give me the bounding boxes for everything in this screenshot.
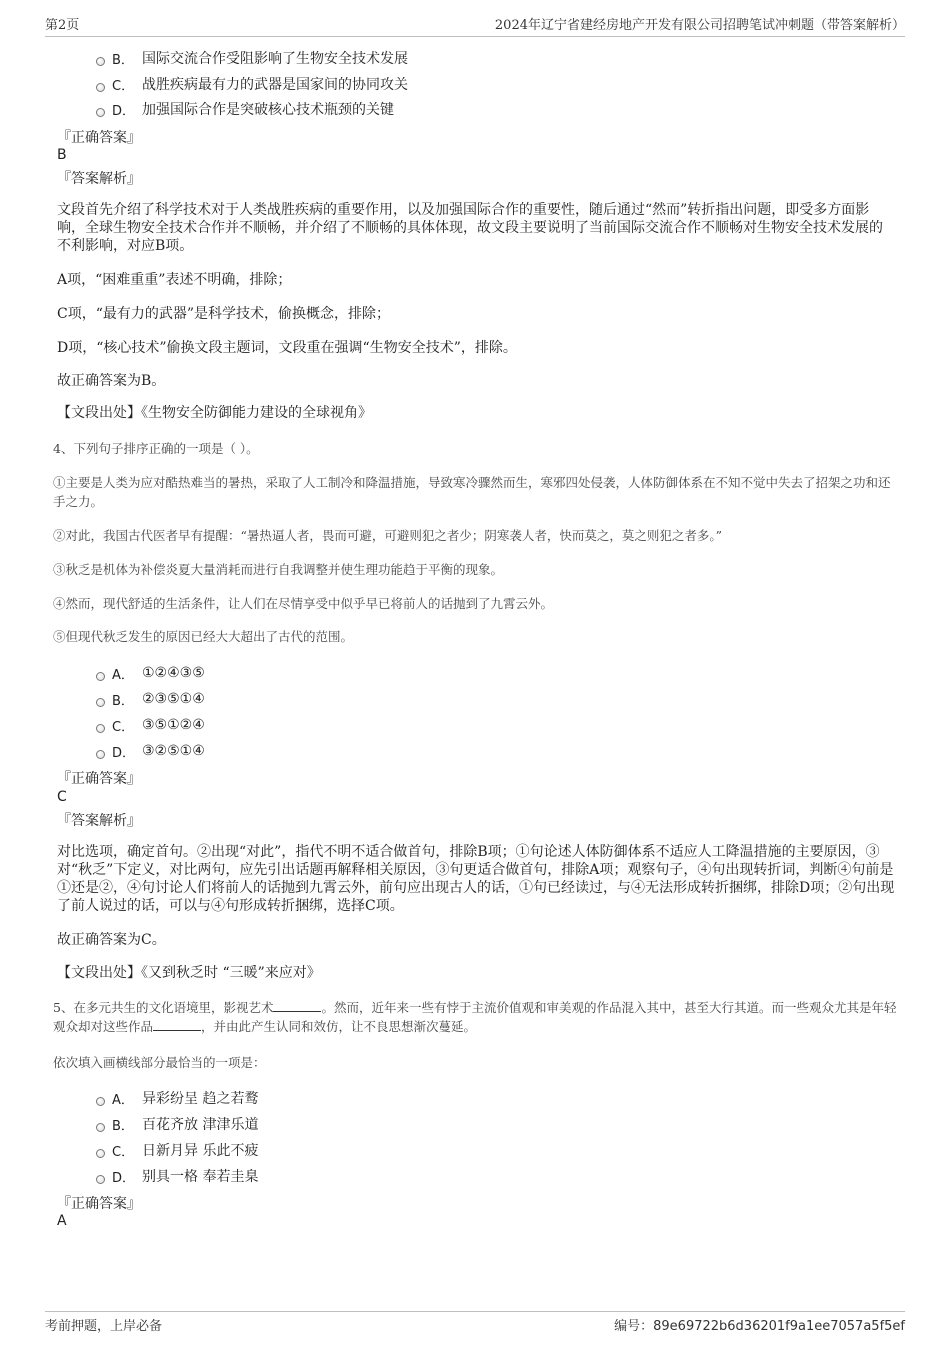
q4-option-a[interactable]: A． ①②④③⑤ <box>96 663 205 683</box>
option-text: 国际交流合作受阻影响了生物安全技术发展 <box>142 51 408 67</box>
fill-blank <box>153 1018 201 1031</box>
analysis-note-d: D项，“核心技术”偷换文段主题词，文段重在强调“生物安全技术”，排除。 <box>57 340 517 356</box>
source-citation: 【文段出处】《又到秋乏时 “三暖”来应对》 <box>57 965 321 981</box>
footer-slogan: 考前押题，上岸必备 <box>45 1319 163 1334</box>
sentence-4: ④然而，现代舒适的生活条件，让人们在尽情享受中似乎早已将前人的话抛到了九霄云外。 <box>53 596 554 611</box>
q3-option-b[interactable]: B． 国际交流合作受阻影响了生物安全技术发展 <box>96 48 408 68</box>
analysis-conclusion: 故正确答案为B。 <box>57 373 166 389</box>
answer-value: B <box>57 147 67 163</box>
source-citation: 【文段出处】《生物安全防御能力建设的全球视角》 <box>57 405 372 421</box>
option-text: ③②⑤①④ <box>142 743 205 759</box>
sentence-1: ①主要是人类为应对酷热难当的暑热，采取了人工制冷和降温措施，导致寒冷骤然而生，寒邪四处侵袭，人体防御体系在不知不觉中失去了招架之功和还手之力。 <box>53 475 891 509</box>
answer-value: A <box>57 1213 67 1229</box>
option-text: 加强国际合作是突破核心技术瓶颈的关键 <box>142 102 394 118</box>
page-header <box>45 14 905 37</box>
radio-icon[interactable] <box>96 1097 105 1106</box>
option-text: 别具一格 奉若圭臬 <box>142 1169 259 1185</box>
analysis-conclusion: 故正确答案为C。 <box>57 932 166 948</box>
option-text: 百花齐放 津津乐道 <box>142 1117 259 1133</box>
radio-icon[interactable] <box>96 1175 105 1184</box>
answer-label: 『正确答案』 <box>57 771 141 787</box>
sentence-5: ⑤但现代秋乏发生的原因已经大大超出了古代的范围。 <box>53 629 354 644</box>
question-prompt: 依次填入画横线部分最恰当的一项是： <box>53 1055 266 1070</box>
radio-icon[interactable] <box>96 750 105 759</box>
radio-icon[interactable] <box>96 724 105 733</box>
page-number: 第2页 <box>45 18 80 33</box>
radio-icon[interactable] <box>96 57 105 66</box>
q4-option-d[interactable]: D． ③②⑤①④ <box>96 741 205 761</box>
document-title: 2024年辽宁省建经房地产开发有限公司招聘笔试冲刺题（带答案解析） <box>494 18 905 33</box>
analysis-text: 对比选项，确定首句。②出现“对此”，指代不明不适合做首句，排除B项；①句论述人体防御体系不适应人工降温措施的主要原因，③对“秋乏”下定义，对比两句，应先引出话题再解释相关原因，③句更适合做首句，排除A项；观察句子，④句出现转折词，判断④句前是①还是②，④句讨论人们将前人的话抛到九霄云外，前句应出现古人的话，①句已经读过，与④无法形成转折捆绑，排除D项；②句出现了前人说过的话，可以与④句形成转折捆绑，选择C项。 <box>57 844 895 914</box>
sentence-3: ③秋乏是机体为补偿炎夏大量消耗而进行自我调整并使生理功能趋于平衡的现象。 <box>53 562 504 577</box>
radio-icon[interactable] <box>96 672 105 681</box>
q3-option-d[interactable]: D． 加强国际合作是突破核心技术瓶颈的关键 <box>96 99 394 119</box>
radio-icon[interactable] <box>96 1149 105 1158</box>
radio-icon[interactable] <box>96 108 105 117</box>
q5-option-b[interactable]: B． 百花齐放 津津乐道 <box>96 1114 258 1134</box>
question-stem: 5、在多元共生的文化语境里，影视艺术 。然而，近年来一些有悖于主流价值观和审美观的作品混入其中，甚至大行其道。而一些观众尤其是年轻观众却对这些作品 ，并由此产生认同和效仿，让不良思想渐次蔓延。 <box>53 1000 897 1034</box>
q5-option-a[interactable]: A． 异彩纷呈 趋之若鹜 <box>96 1088 258 1108</box>
option-text: ①②④③⑤ <box>142 665 205 681</box>
answer-label: 『正确答案』 <box>57 130 141 146</box>
document-code: 编号：89e69722b6d36201f9a1ee7057a5f5ef <box>614 1319 905 1334</box>
q3-option-c[interactable]: C． 战胜疾病最有力的武器是国家间的协同攻关 <box>96 74 408 94</box>
option-text: 异彩纷呈 趋之若鹜 <box>142 1091 259 1107</box>
page-footer <box>45 1311 905 1334</box>
sentence-2: ②对此，我国古代医者早有提醒：“暑热逼人者，畏而可避，可避则犯之者少；阴寒袭人者，快而莫之，莫之则犯之者多。” <box>53 528 723 543</box>
radio-icon[interactable] <box>96 698 105 707</box>
q4-option-b[interactable]: B． ②③⑤①④ <box>96 689 205 709</box>
analysis-note-a: A项，“困难重重”表述不明确，排除； <box>57 272 292 288</box>
analysis-label: 『答案解析』 <box>57 171 141 187</box>
q4-option-c[interactable]: C． ③⑤①②④ <box>96 715 205 735</box>
option-text: ③⑤①②④ <box>142 717 205 733</box>
analysis-note-c: C项，“最有力的武器”是科学技术，偷换概念，排除； <box>57 306 391 322</box>
question-stem: 4、下列句子排序正确的一项是（ ）。 <box>53 441 259 456</box>
radio-icon[interactable] <box>96 83 105 92</box>
analysis-label: 『答案解析』 <box>57 813 141 829</box>
answer-label: 『正确答案』 <box>57 1196 141 1212</box>
radio-icon[interactable] <box>96 1123 105 1132</box>
q5-option-d[interactable]: D． 别具一格 奉若圭臬 <box>96 1166 258 1186</box>
answer-value: C <box>57 789 67 805</box>
option-text: 战胜疾病最有力的武器是国家间的协同攻关 <box>142 77 408 93</box>
analysis-text: 文段首先介绍了科学技术对于人类战胜疾病的重要作用，以及加强国际合作的重要性，随后通过“然而”转折指出问题，即受多方面影响，全球生物安全技术合作并不顺畅，并介绍了不顺畅的具体体现，故文段主要说明了当前国际交流合作不顺畅对生物安全技术发展的不利影响，对应B项。 <box>57 202 883 254</box>
fill-blank <box>273 999 321 1012</box>
option-text: 日新月异 乐此不疲 <box>142 1143 259 1159</box>
q5-option-c[interactable]: C． 日新月异 乐此不疲 <box>96 1140 258 1160</box>
option-text: ②③⑤①④ <box>142 691 205 707</box>
